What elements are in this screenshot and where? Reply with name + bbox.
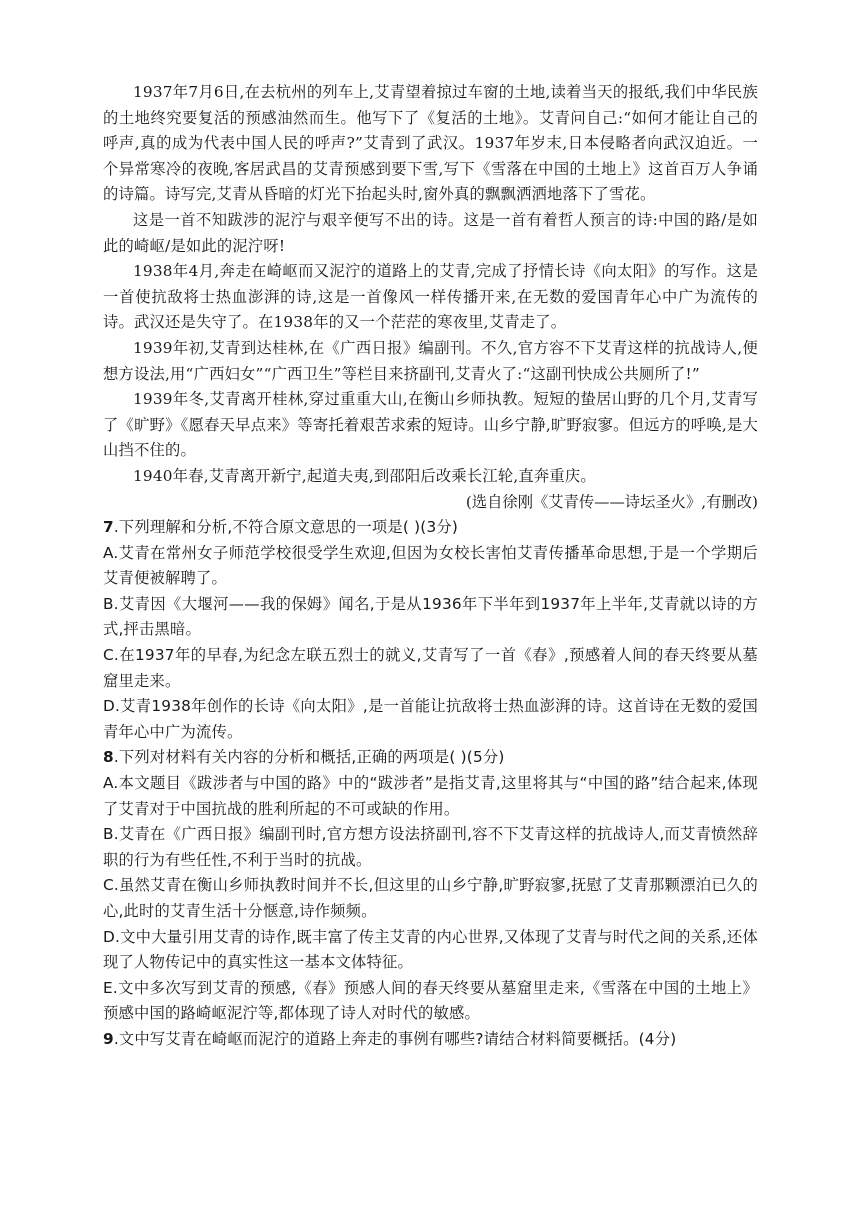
question-stem [103,1027,758,1053]
option-a: A.本文题目《跋涉者与中国的路》中的“跋涉者”是指艾青,这里将其与“中国的路”结合起来,体现了艾青对于中国抗战的胜利所起的不可或缺的作用。 [103,774,758,818]
question-8 [103,745,758,1027]
option-e: E.文中多次写到艾青的预感,《春》预感人间的春天终要从墓窟里走来,《雪落在中国的土地上》预感中国的路崎岖泥泞等,都体现了诗人对时代的敏感。 [103,978,758,1023]
question-9 [103,1027,758,1053]
passage-paragraph-1: 1937年7月6日,在去杭州的列车上,艾青望着掠过车窗的土地,读着当天的报纸,我们中华民族的土地终究要复活的预感油然而生。他写下了《复活的土地》。艾青问自己:“如何才能让自己的呼声,真的成为代表中国人民的呼声?”艾青到了武汉。1937年岁末,日本侵略者向武汉迫近。一个异常寒冷的夜晚,客居武昌的艾青预感到要下雪,写下《雪落在中国的土地上》这首百万人争诵的诗篇。诗写完,艾青从昏暗的灯光下抬起头时,窗外真的飘飘洒洒地落下了雪花。 [103,83,758,204]
question-text: .文中写艾青在崎岖而泥泞的道路上奔走的事例有哪些?请结合材料简要概括。(4分) [113,1029,677,1048]
passage-source: (选自徐刚《艾青传——诗坛圣火》,有删改) [465,492,758,511]
question-text: .下列理解和分析,不符合原文意思的一项是( )(3分) [113,518,459,537]
passage-paragraph-3: 1938年4月,奔走在崎岖而又泥泞的道路上的艾青,完成了抒情长诗《向太阳》的写作。这是一首使抗敌将士热血澎湃的诗,这是一首像风一样传播开来,在无数的爱国青年心中广为流传的诗。武汉还是失守了。在1938年的又一个茫茫的寒夜里,艾青走了。 [103,262,758,332]
question-7 [103,515,758,745]
passage [103,80,758,515]
question-number: 7 [103,518,114,537]
option-b: B.艾青在《广西日报》编副刊时,官方想方设法挤副刊,容不下艾青这样的抗战诗人,而艾青愤然辞职的行为有些任性,不利于当时的抗战。 [103,825,758,869]
document-page [103,80,758,1053]
option-d: D.艾青1938年创作的长诗《向太阳》,是一首能让抗敌将士热血澎湃的诗。这首诗在无数的爱国青年心中广为流传。 [103,697,758,741]
passage-paragraph-6: 1940年春,艾青离开新宁,起道夫夷,到邵阳后改乘长江轮,直奔重庆。 [133,466,596,485]
question-number: 8 [103,748,114,767]
question-stem [103,745,758,771]
option-b: B.艾青因《大堰河——我的保姆》闻名,于是从1936年下半年到1937年上半年,艾青就以诗的方式,抨击黑暗。 [103,594,758,639]
option-d: D.文中大量引用艾青的诗作,既丰富了传主艾青的内心世界,又体现了艾青与时代之间的关系,还体现了人物传记中的真实性这一基本文体特征。 [103,927,758,972]
question-number: 9 [103,1029,114,1048]
passage-paragraph-5: 1939年冬,艾青离开桂林,穿过重重大山,在衡山乡师执教。短短的蛰居山野的几个月,艾青写了《旷野》《愿春天早点来》等寄托着艰苦求索的短诗。山乡宁静,旷野寂寥。但远方的呼唤,是大山挡不住的。 [103,390,758,460]
option-c: C.在1937年的早春,为纪念左联五烈士的就义,艾青写了一首《春》,预感着人间的春天终要从墓窟里走来。 [103,646,758,690]
passage-paragraph-4: 1939年初,艾青到达桂林,在《广西日报》编副刊。不久,官方容不下艾青这样的抗战诗人,便想方设法,用“广西妇女”“广西卫生”等栏目来挤副刊,艾青火了:“这副刊快成公共厕所了!” [103,338,758,383]
question-stem [103,515,758,541]
option-c: C.虽然艾青在衡山乡师执教时间并不长,但这里的山乡宁静,旷野寂寥,抚慰了艾青那颗漂泊已久的心,此时的艾青生活十分惬意,诗作频频。 [103,876,758,920]
passage-paragraph-2: 这是一首不知跋涉的泥泞与艰辛便写不出的诗。这是一首有着哲人预言的诗:中国的路/是如此的崎岖/是如此的泥泞呀! [103,210,758,255]
question-text: .下列对材料有关内容的分析和概括,正确的两项是( )(5分) [113,748,505,767]
option-a: A.艾青在常州女子师范学校很受学生欢迎,但因为女校长害怕艾青传播革命思想,于是一个学期后艾青便被解聘了。 [103,543,758,588]
